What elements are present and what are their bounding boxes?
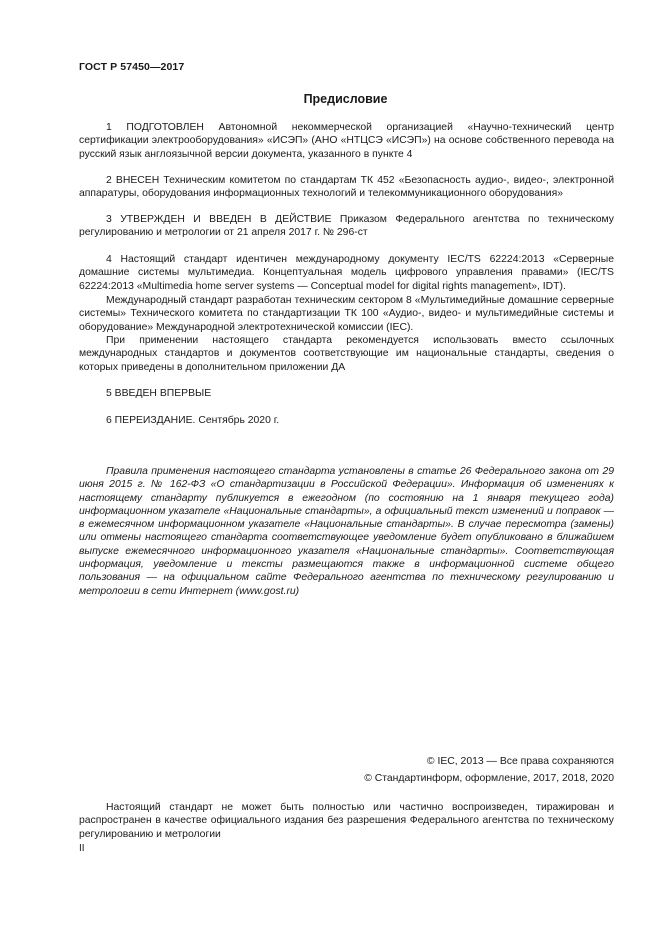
item-1-text: 1 ПОДГОТОВЛЕН Автономной некоммерческой организацией «Научно-технический центр сертификации электрооборудования» «ИСЭП» (АНО «НТЦСЭ «ИСЭП») на основе собственного перевода на русский язык англоязычной версии документа, указанного в пункте 4 [79,122,614,160]
copyright-standartinform: © Стандартинформ, оформление, 2017, 2018, 2020 [364,773,614,784]
item-4 [79,253,614,293]
copyright-iec: © IEC, 2013 — Все права сохраняются [426,756,614,767]
item-6-text: 6 ПЕРЕИЗДАНИЕ. Сентябрь 2020 г. [106,415,280,426]
rules-note [79,465,614,598]
item-4-paragraph-3 [79,334,614,374]
item-5 [79,387,614,400]
item-6 [79,414,614,427]
item-4-text: 4 Настоящий стандарт идентичен международному документу IEC/TS 62224:2013 «Серверные домашние системы мультимедиа. Концептуальная модель цифрового управления правами» (IEC/TS 62224:2013 «Multimedia home server systems — Conceptual model for digital rights management», IDT). [79,254,614,292]
item-4-paragraph-2-text: Международный стандарт разработан техническим сектором 8 «Мультимедийные домашние серверные системы» Технического комитета по стандартизации ТК 100 «Аудио-, видео- и мультимедийные системы и оборудование» Международной электротехнической комиссии (IEC). [79,295,614,333]
page-number: II [79,843,85,854]
item-4-paragraph-2 [79,294,614,334]
rules-note-text: Правила применения настоящего стандарта установлены в статье 26 Федерального закона от 29 июня 2015 г. № 162-ФЗ «О стандартизации в Российской Федерации». Информация об изменениях к настоящему стандарту публикуется в ежегодном (по состоянию на 1 января текущего года) информационном указателе «Национальные стандарты», а официальный текст изменений и поправок — в ежемесячном информационном указателе «Национальные стандарты». В случае пересмотра (замены) или отмены настоящего стандарта соответствующее уведомление будет опубликовано в ближайшем выпуске ежемесячного информационного указателя «Национальные стандарты». Соответствующая информация, уведомление и тексты размещаются также в информационной системе общего пользования — на официальном сайте Федерального агентства по техническому регулированию и метрологии в сети Интернет (www.gost.ru) [79,466,614,597]
reproduction-note [79,801,614,841]
document-header: ГОСТ Р 57450—2017 [79,61,185,73]
item-3 [79,213,614,240]
reproduction-note-text: Настоящий стандарт не может быть полностью или частично воспроизведен, тиражирован и распространен в качестве официального издания без разрешения Федерального агентства по техническому регулированию и метрологии [79,802,614,840]
item-4-paragraph-3-text: При применении настоящего стандарта рекомендуется использовать вместо ссылочных международных стандартов и документов соответствующие им национальные стандарты, сведения о которых приведены в дополнительном приложении ДА [79,335,614,373]
item-3-text: 3 УТВЕРЖДЕН И ВВЕДЕН В ДЕЙСТВИЕ Приказом Федерального агентства по техническому регулированию и метрологии от 21 апреля 2017 г. № 296-ст [79,214,614,239]
item-2 [79,174,614,201]
item-1 [79,121,614,161]
item-5-text: 5 ВВЕДЕН ВПЕРВЫЕ [106,388,212,399]
item-2-text: 2 ВНЕСЕН Техническим комитетом по стандартам ТК 452 «Безопасность аудио-, видео-, электронной аппаратуры, оборудования информационных технологий и телекоммуникационного оборудования» [79,175,614,200]
section-title: Предисловие [303,92,388,106]
